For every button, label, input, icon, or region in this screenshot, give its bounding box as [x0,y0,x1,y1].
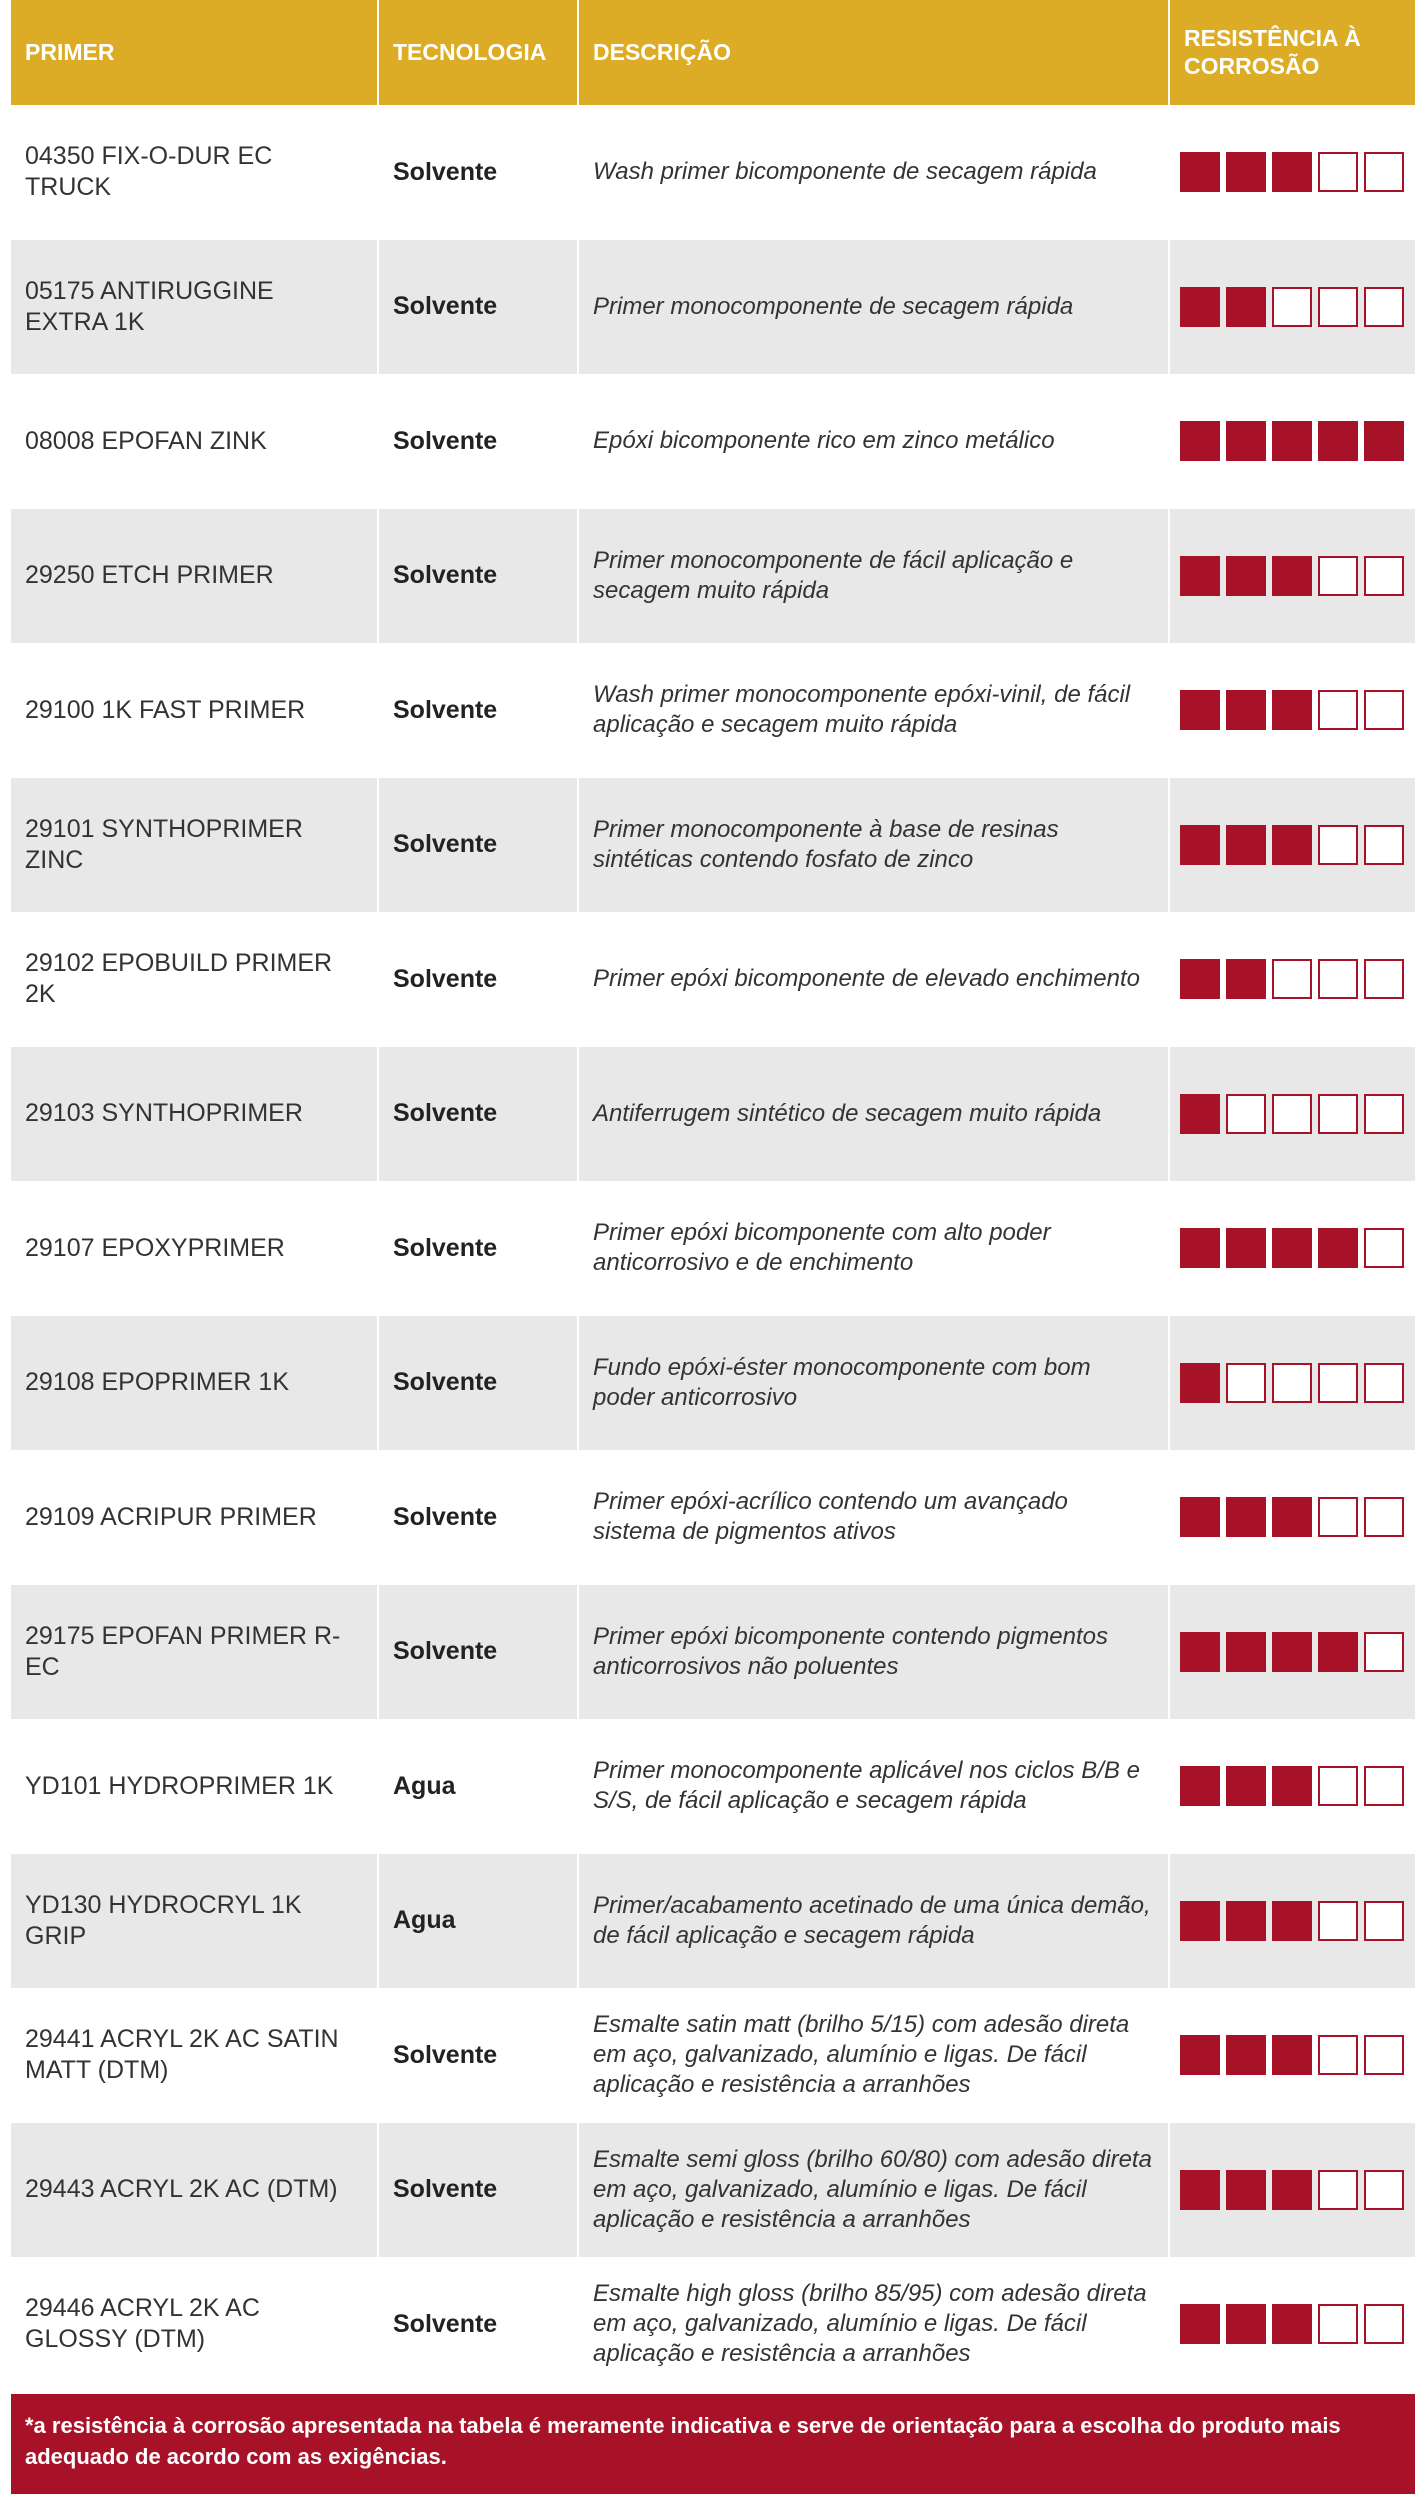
rating-box-filled [1180,1363,1220,1403]
technology: Solvente [378,1181,578,1316]
primer-name: 08008 EPOFAN ZINK [25,426,267,455]
rating-box-filled [1180,825,1220,865]
primer-name: 29175 EPOFAN PRIMER R-EC [25,1621,341,1681]
rating-box-empty [1364,825,1404,865]
rating-box-filled [1180,1497,1220,1537]
rating-box-filled [1180,287,1220,327]
rating-boxes [1180,1901,1415,1941]
rating-box-filled [1180,152,1220,192]
technology: Solvente [378,2123,578,2258]
rating-boxes [1180,1632,1415,1672]
corrosion-rating [1169,1585,1415,1720]
rating-box-filled [1226,2304,1266,2344]
header-primer: PRIMER [11,0,378,105]
corrosion-rating [1169,1450,1415,1585]
rating-box-filled [1180,1094,1220,1134]
table-row [11,1719,1415,1854]
description: Esmalte semi gloss (brilho 60/80) com adesão direta em aço, galvanizado, alumínio e ligas. De fácil aplicação e resistência a arranhões [578,2123,1169,2258]
primer-table [11,0,1415,2392]
description: Fundo epóxi-éster monocomponente com bom poder anticorrosivo [578,1316,1169,1451]
corrosion-rating [1169,509,1415,644]
table-row [11,105,1415,240]
technology: Solvente [378,1988,578,2123]
footnote: *a resistência à corrosão apresentada na tabela é meramente indicativa e serve de orientação para a escolha do produto mais adequado de acordo com as exigências. [11,2394,1415,2494]
primer-name: 29108 EPOPRIMER 1K [25,1368,290,1397]
rating-box-filled [1180,1632,1220,1672]
corrosion-rating [1169,778,1415,913]
corrosion-rating [1169,1988,1415,2123]
rating-box-empty [1272,1094,1312,1134]
rating-box-filled [1272,825,1312,865]
description: Primer monocomponente de secagem rápida [578,240,1169,375]
header-tecnologia: TECNOLOGIA [378,0,578,105]
description: Primer epóxi bicomponente contendo pigmentos anticorrosivos não poluentes [578,1585,1169,1720]
rating-box-empty [1318,1901,1358,1941]
rating-box-filled [1226,825,1266,865]
technology: Agua [378,1854,578,1989]
rating-box-filled [1226,1766,1266,1806]
rating-box-empty [1364,2170,1404,2210]
table-row [11,1316,1415,1451]
rating-box-filled [1318,421,1358,461]
technology: Solvente [378,1047,578,1182]
rating-boxes [1180,1766,1415,1806]
rating-box-empty [1364,2035,1404,2075]
rating-box-empty [1272,1363,1312,1403]
rating-box-filled [1226,287,1266,327]
rating-box-empty [1318,2304,1358,2344]
table-header [11,0,1415,105]
technology: Agua [378,1719,578,1854]
rating-box-empty [1364,1901,1404,1941]
description: Primer/acabamento acetinado de uma única demão, de fácil aplicação e secagem rápida [578,1854,1169,1989]
rating-box-empty [1364,152,1404,192]
rating-box-empty [1364,1363,1404,1403]
table-row [11,1854,1415,1989]
rating-box-empty [1364,959,1404,999]
rating-boxes [1180,825,1415,865]
corrosion-rating [1169,105,1415,240]
rating-box-empty [1364,1766,1404,1806]
technology: Solvente [378,778,578,913]
rating-boxes [1180,690,1415,730]
rating-box-empty [1318,1094,1358,1134]
table-row [11,643,1415,778]
technology: Solvente [378,912,578,1047]
description: Epóxi bicomponente rico em zinco metálico [578,374,1169,509]
rating-box-empty [1364,1094,1404,1134]
rating-box-filled [1272,2170,1312,2210]
rating-box-filled [1272,1901,1312,1941]
rating-box-empty [1318,825,1358,865]
rating-box-filled [1180,1901,1220,1941]
rating-boxes [1180,1094,1415,1134]
rating-box-filled [1180,556,1220,596]
rating-box-empty [1318,690,1358,730]
rating-box-empty [1364,1632,1404,1672]
rating-box-filled [1272,152,1312,192]
rating-boxes [1180,1228,1415,1268]
rating-box-filled [1180,2304,1220,2344]
rating-boxes [1180,2035,1415,2075]
description: Primer monocomponente aplicável nos ciclos B/B e S/S, de fácil aplicação e secagem rápida [578,1719,1169,1854]
rating-box-filled [1272,556,1312,596]
header-resistencia: RESISTÊNCIA À CORROSÃO [1169,0,1415,105]
primer-name: YD101 HYDROPRIMER 1K [25,1771,334,1800]
corrosion-rating [1169,912,1415,1047]
corrosion-rating [1169,643,1415,778]
primer-name: 29100 1K FAST PRIMER [25,695,306,724]
rating-box-empty [1364,690,1404,730]
primer-name: 29446 ACRYL 2K AC GLOSSY (DTM) [25,2294,260,2354]
table-body [11,105,1415,2392]
rating-box-empty [1318,2035,1358,2075]
table-row [11,1181,1415,1316]
primer-name: 29107 EPOXYPRIMER [25,1233,285,1262]
table-row [11,2257,1415,2392]
corrosion-rating [1169,1719,1415,1854]
table-row [11,2123,1415,2258]
rating-box-empty [1364,1228,1404,1268]
rating-box-empty [1318,1766,1358,1806]
rating-box-filled [1318,1632,1358,1672]
table-row [11,509,1415,644]
rating-box-filled [1272,690,1312,730]
rating-box-empty [1318,2170,1358,2210]
rating-box-empty [1364,2304,1404,2344]
table-row [11,778,1415,913]
rating-boxes [1180,556,1415,596]
rating-box-filled [1180,2035,1220,2075]
technology: Solvente [378,1450,578,1585]
primer-name: YD130 HYDROCRYL 1K GRIP [25,1890,302,1950]
rating-box-filled [1318,1228,1358,1268]
technology: Solvente [378,509,578,644]
description: Primer epóxi bicomponente de elevado enchimento [578,912,1169,1047]
header-row [11,0,1415,105]
rating-box-filled [1226,1632,1266,1672]
corrosion-rating [1169,1316,1415,1451]
rating-box-filled [1180,2170,1220,2210]
table-row [11,1047,1415,1182]
corrosion-rating [1169,1181,1415,1316]
rating-box-filled [1272,1766,1312,1806]
table-row [11,912,1415,1047]
rating-boxes [1180,1497,1415,1537]
description: Primer epóxi-acrílico contendo um avançado sistema de pigmentos ativos [578,1450,1169,1585]
technology: Solvente [378,2257,578,2392]
rating-box-empty [1364,1497,1404,1537]
technology: Solvente [378,374,578,509]
description: Esmalte high gloss (brilho 85/95) com adesão direta em aço, galvanizado, alumínio e ligas. De fácil aplicação e resistência a arranhões [578,2257,1169,2392]
rating-box-filled [1226,1228,1266,1268]
rating-box-filled [1226,421,1266,461]
technology: Solvente [378,240,578,375]
rating-boxes [1180,2304,1415,2344]
primer-name: 29443 ACRYL 2K AC (DTM) [25,2175,338,2204]
description: Esmalte satin matt (brilho 5/15) com adesão direta em aço, galvanizado, alumínio e ligas. De fácil aplicação e resistência a arranhões [578,1988,1169,2123]
rating-box-filled [1226,2170,1266,2210]
description: Wash primer bicomponente de secagem rápida [578,105,1169,240]
primer-name: 29101 SYNTHOPRIMER ZINC [25,814,303,874]
table-row [11,1450,1415,1585]
primer-table-container [11,0,1415,2494]
rating-boxes [1180,959,1415,999]
rating-boxes [1180,421,1415,461]
rating-box-empty [1272,287,1312,327]
technology: Solvente [378,1316,578,1451]
rating-box-filled [1180,690,1220,730]
technology: Solvente [378,105,578,240]
table-row [11,240,1415,375]
rating-box-filled [1226,1901,1266,1941]
description: Antiferrugem sintético de secagem muito rápida [578,1047,1169,1182]
corrosion-rating [1169,1047,1415,1182]
table-row [11,1585,1415,1720]
rating-box-empty [1364,287,1404,327]
description: Wash primer monocomponente epóxi-vinil, de fácil aplicação e secagem muito rápida [578,643,1169,778]
rating-box-filled [1180,959,1220,999]
rating-boxes [1180,287,1415,327]
rating-box-empty [1318,959,1358,999]
rating-box-empty [1226,1363,1266,1403]
rating-box-filled [1226,1497,1266,1537]
rating-box-filled [1272,1228,1312,1268]
rating-box-filled [1364,421,1404,461]
corrosion-rating [1169,374,1415,509]
rating-box-filled [1226,2035,1266,2075]
technology: Solvente [378,643,578,778]
rating-box-empty [1318,152,1358,192]
table-row [11,374,1415,509]
corrosion-rating [1169,1854,1415,1989]
rating-box-empty [1318,556,1358,596]
rating-box-empty [1364,556,1404,596]
technology: Solvente [378,1585,578,1720]
rating-box-filled [1226,152,1266,192]
primer-name: 29103 SYNTHOPRIMER [25,1099,303,1128]
rating-box-empty [1318,1363,1358,1403]
primer-name: 05175 ANTIRUGGINE EXTRA 1K [25,276,274,336]
rating-box-filled [1272,2304,1312,2344]
rating-box-filled [1272,421,1312,461]
corrosion-rating [1169,240,1415,375]
rating-boxes [1180,152,1415,192]
rating-boxes [1180,1363,1415,1403]
rating-box-filled [1226,959,1266,999]
rating-box-filled [1226,556,1266,596]
rating-box-empty [1318,287,1358,327]
corrosion-rating [1169,2123,1415,2258]
rating-box-empty [1318,1497,1358,1537]
description: Primer monocomponente à base de resinas sintéticas contendo fosfato de zinco [578,778,1169,913]
description: Primer epóxi bicomponente com alto poder anticorrosivo e de enchimento [578,1181,1169,1316]
rating-box-filled [1180,421,1220,461]
corrosion-rating [1169,2257,1415,2392]
header-descricao: DESCRIÇÃO [578,0,1169,105]
description: Primer monocomponente de fácil aplicação e secagem muito rápida [578,509,1169,644]
rating-boxes [1180,2170,1415,2210]
primer-name: 29102 EPOBUILD PRIMER 2K [25,949,333,1009]
table-row [11,1988,1415,2123]
primer-name: 04350 FIX-O-DUR EC TRUCK [25,142,273,202]
rating-box-filled [1180,1766,1220,1806]
rating-box-filled [1272,2035,1312,2075]
rating-box-empty [1226,1094,1266,1134]
rating-box-filled [1226,690,1266,730]
rating-box-filled [1180,1228,1220,1268]
rating-box-empty [1272,959,1312,999]
rating-box-filled [1272,1497,1312,1537]
primer-name: 29109 ACRIPUR PRIMER [25,1502,317,1531]
primer-name: 29250 ETCH PRIMER [25,561,274,590]
primer-name: 29441 ACRYL 2K AC SATIN MATT (DTM) [25,2025,339,2085]
rating-box-filled [1272,1632,1312,1672]
